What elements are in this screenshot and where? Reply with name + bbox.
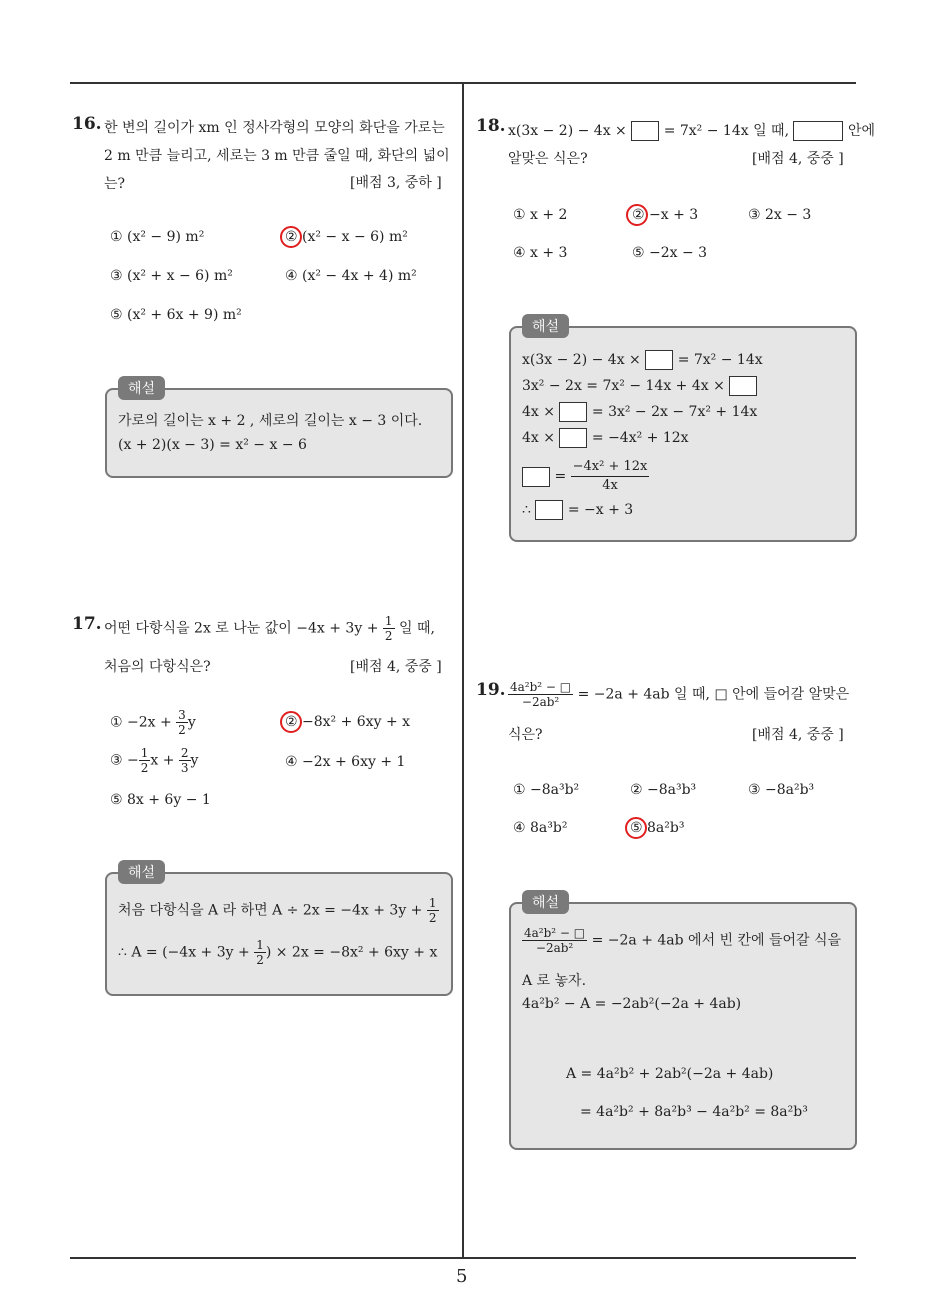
solution-line-1: 가로의 길이는 x + 2 , 세로의 길이는 x − 3 이다. [118, 413, 423, 429]
q18-choice-2[interactable]: ② −x + 3 [632, 207, 699, 223]
q18-choice-1[interactable]: ① x + 2 [513, 207, 568, 223]
q17-choice-5[interactable]: ⑤ 8x + 6y − 1 [110, 792, 211, 808]
q19-choice-5[interactable]: ⑤ 8a²b³ [630, 820, 685, 836]
q17-choice-3[interactable]: ③ − $\frac{1}{2}$ x + $\frac{2}{3}$ y [110, 746, 199, 775]
blank-box [559, 428, 587, 448]
answer-mark-circle [280, 711, 302, 733]
solution-tag: 해설 [522, 314, 569, 338]
q16-solution-box [105, 388, 453, 478]
question-18-meta: [배점 4, 중중 ] [752, 151, 844, 167]
solution-line-4: 4x × = −4x² + 12x [522, 430, 689, 446]
q16-choice-3[interactable]: ③ (x² + x − 6) m² [110, 268, 233, 284]
question-19-text: $\frac{\text{4a²b² − □}}{\text{−2ab²}}$ = −2a + 4ab 일 때, □ 안에 들어갈 알맞은 [510, 680, 850, 709]
q16-choice-1[interactable]: ① (x² − 9) m² [110, 229, 205, 245]
solution-line-2: 3x² − 2x = 7x² − 14x + 4x × [522, 376, 757, 396]
question-19-number: 19. [476, 680, 506, 700]
blank-box [631, 121, 659, 141]
solution-line-6: ∴ = −x + 3 [522, 502, 634, 518]
question-17-number: 17. [72, 614, 102, 634]
fraction: $\frac{2}{3}$ [180, 746, 189, 775]
q19-choice-3[interactable]: ③ −8a²b³ [748, 782, 815, 798]
question-16-meta: [배점 3, 중하 ] [350, 175, 442, 191]
question-number: 16. [72, 114, 102, 134]
q18-choice-3[interactable]: ③ 2x − 3 [748, 207, 812, 223]
question-18-number: 18. [476, 116, 506, 136]
answer-mark-circle [280, 226, 302, 248]
q16-choice-2[interactable]: ② (x² − x − 6) m² [285, 229, 408, 245]
solution-tag: 해설 [522, 890, 569, 914]
solution-line-5: = $\frac{\text{−4x² + 12x}}{4x}$ [522, 458, 649, 495]
q19-choice-2[interactable]: ② −8a³b³ [630, 782, 697, 798]
column-divider [462, 82, 464, 1258]
q18-choice-5[interactable]: ⑤ −2x − 3 [632, 245, 708, 261]
solution-line-3: 4a²b² − A = −2ab²(−2a + 4ab) [522, 996, 742, 1012]
solution-line-4: A = 4a²b² + 2ab²(−2a + 4ab) [566, 1066, 774, 1082]
solution-line-1: 처음 다항식을 A 라 하면 A ÷ 2x = −4x + 3y + $\frac{1}{2}$ [118, 896, 437, 925]
solution-line-2: ∴ A = (−4x + 3y + $\frac{1}{2}$ ) × 2x = −8x² + 6xy + x [118, 938, 438, 967]
solution-line-3: 4x × = 3x² − 2x − 7x² + 14x [522, 404, 758, 420]
fraction: $\frac{1}{2}$ [140, 746, 149, 775]
blank-box [793, 121, 843, 141]
q16-choice-5[interactable]: ⑤ (x² + 6x + 9) m² [110, 307, 242, 323]
question-17-meta: [배점 4, 중중 ] [350, 659, 442, 675]
q16-choice-4[interactable]: ④ (x² − 4x + 4) m² [285, 268, 417, 284]
q19-choice-1[interactable]: ① −8a³b² [513, 782, 580, 798]
fraction: $\frac{3}{2}$ [178, 708, 186, 737]
q19-choice-4[interactable]: ④ 8a³b² [513, 820, 568, 836]
blank-box [535, 500, 563, 520]
question-17-text-2: 처음의 다항식은? [104, 659, 211, 675]
fraction: $\frac{1}{2}$ [428, 896, 437, 925]
answer-mark-circle [625, 817, 647, 839]
q17-choice-2[interactable]: ② −8x² + 6xy + x [285, 714, 411, 730]
bottom-rule [70, 1257, 856, 1259]
answer-mark-circle [626, 204, 648, 226]
q17-solution-box [105, 872, 453, 996]
fraction: $\frac{\text{−4x² + 12x}}{4x}$ [572, 459, 648, 493]
solution-line-1: x(3x − 2) − 4x × = 7x² − 14x [522, 352, 763, 368]
solution-line-2: (x + 2)(x − 3) = x² − x − 6 [118, 437, 307, 453]
question-19-meta: [배점 4, 중중 ] [752, 727, 844, 743]
solution-tag: 해설 [118, 860, 165, 884]
q17-choice-1[interactable]: ① −2x + $\frac{3}{2}$ y [110, 708, 196, 737]
q18-choice-4[interactable]: ④ x + 3 [513, 245, 568, 261]
question-text: 한 변의 길이가 xm 인 정사각형의 모양의 화단을 가로는 2 m 만큼 늘리고, 세로는 3 m 만큼 줄일 때, 화단의 넓이는? [104, 120, 450, 192]
solution-line-2: A 로 놓자. [522, 973, 587, 989]
solution-line-5: = 4a²b² + 8a²b³ − 4a²b² = 8a²b³ [580, 1104, 808, 1120]
solution-tag: 해설 [118, 376, 165, 400]
fraction: $\frac{\text{4a²b² − □}}{\text{−2ab²}}$ [510, 680, 572, 709]
question-17-text: 어떤 다항식을 2x 로 나눈 값이 −4x + 3y + $\frac{1}{2}$ 일 때, [104, 614, 435, 643]
question-19-text-2: 식은? [508, 727, 543, 743]
fraction: $\frac{1}{2}$ [384, 614, 393, 643]
blank-box [522, 467, 550, 487]
blank-box [729, 376, 757, 396]
fraction: $\frac{1}{2}$ [256, 938, 264, 967]
fraction: $\frac{\text{4a²b² − □}}{\text{−2ab²}}$ [524, 926, 586, 955]
question-18-text: x(3x − 2) − 4x × = 7x² − 14x 일 때, 안에 [508, 123, 875, 139]
solution-line-1: $\frac{\text{4a²b² − □}}{\text{−2ab²}}$ = −2a + 4ab 에서 빈 칸에 들어갈 식을 [524, 926, 842, 955]
question-18-text-2: 알맞은 식은? [508, 151, 588, 167]
blank-box [559, 402, 587, 422]
blank-box [645, 350, 673, 370]
page-number: 5 [456, 1266, 468, 1287]
q17-choice-4[interactable]: ④ −2x + 6xy + 1 [285, 754, 406, 770]
